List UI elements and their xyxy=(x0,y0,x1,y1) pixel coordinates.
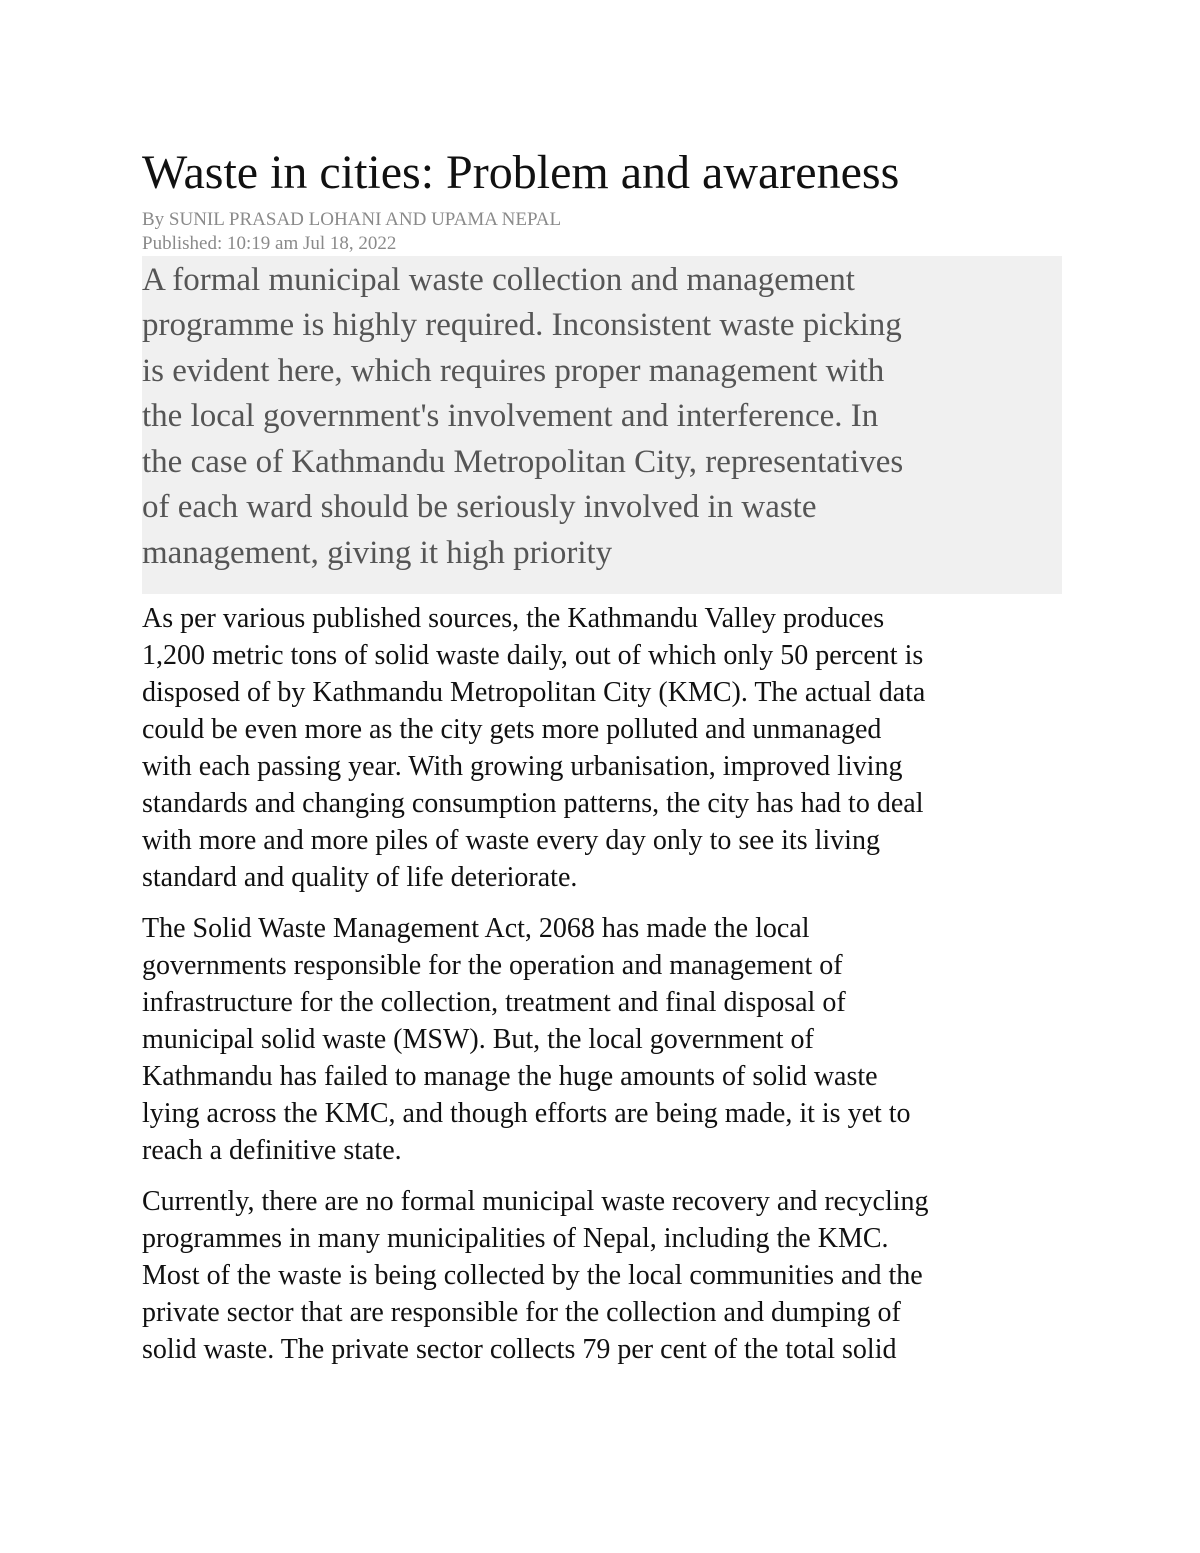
paragraph-line: Most of the waste is being collected by the local communities and the xyxy=(142,1260,923,1292)
paragraph-line: standards and changing consumption patterns, the city has had to deal xyxy=(142,788,924,820)
paragraph-line: solid waste. The private sector collects 79 per cent of the total solid xyxy=(142,1334,897,1366)
lead-line: the local government's involvement and interference. In xyxy=(142,398,879,435)
article-body xyxy=(142,600,1062,1368)
article-byline: By SUNIL PRASAD LOHANI AND UPAMA NEPAL xyxy=(142,208,562,230)
paragraph-line: with each passing year. With growing urbanisation, improved living xyxy=(142,751,903,783)
paragraph-line: with more and more piles of waste every day only to see its living xyxy=(142,825,880,857)
article xyxy=(142,140,1062,1368)
paragraph-line: As per various published sources, the Kathmandu Valley produces xyxy=(142,603,885,635)
lead-summary xyxy=(142,258,1062,577)
body-paragraph-3 xyxy=(142,1183,1062,1368)
article-title: Waste in cities: Problem and awareness xyxy=(142,146,900,199)
body-paragraph-1 xyxy=(142,600,1062,896)
paragraph-line: programmes in many municipalities of Nepal, including the KMC. xyxy=(142,1223,889,1255)
paragraph-line: lying across the KMC, and though efforts are being made, it is yet to xyxy=(142,1098,911,1130)
lead-line: programme is highly required. Inconsistent waste picking xyxy=(142,307,902,344)
paragraph-line: The Solid Waste Management Act, 2068 has made the local xyxy=(142,913,810,945)
paragraph-line: Kathmandu has failed to manage the huge amounts of solid waste xyxy=(142,1061,878,1093)
lead-line: is evident here, which requires proper management with xyxy=(142,352,885,389)
lead-line: of each ward should be seriously involved in waste xyxy=(142,489,817,526)
lead-line: management, giving it high priority xyxy=(142,534,613,571)
body-paragraph-2 xyxy=(142,910,1062,1169)
article-published-date: Published: 10:19 am Jul 18, 2022 xyxy=(142,232,397,254)
paragraph-line: governments responsible for the operation and management of xyxy=(142,950,843,982)
paragraph-line: infrastructure for the collection, treatment and final disposal of xyxy=(142,987,846,1019)
paragraph-line: reach a definitive state. xyxy=(142,1135,402,1167)
paragraph-line: municipal solid waste (MSW). But, the local government of xyxy=(142,1024,814,1056)
lead-line: the case of Kathmandu Metropolitan City, representatives xyxy=(142,443,904,480)
paragraph-line: private sector that are responsible for the collection and dumping of xyxy=(142,1297,901,1329)
paragraph-line: 1,200 metric tons of solid waste daily, out of which only 50 percent is xyxy=(142,640,924,672)
paragraph-line: Currently, there are no formal municipal waste recovery and recycling xyxy=(142,1186,929,1218)
lead-line: A formal municipal waste collection and management xyxy=(142,261,855,298)
paragraph-line: could be even more as the city gets more polluted and unmanaged xyxy=(142,714,882,746)
paragraph-line: disposed of by Kathmandu Metropolitan City (KMC). The actual data xyxy=(142,677,926,709)
lead-summary-box xyxy=(142,256,1062,595)
paragraph-line: standard and quality of life deteriorate. xyxy=(142,862,578,894)
